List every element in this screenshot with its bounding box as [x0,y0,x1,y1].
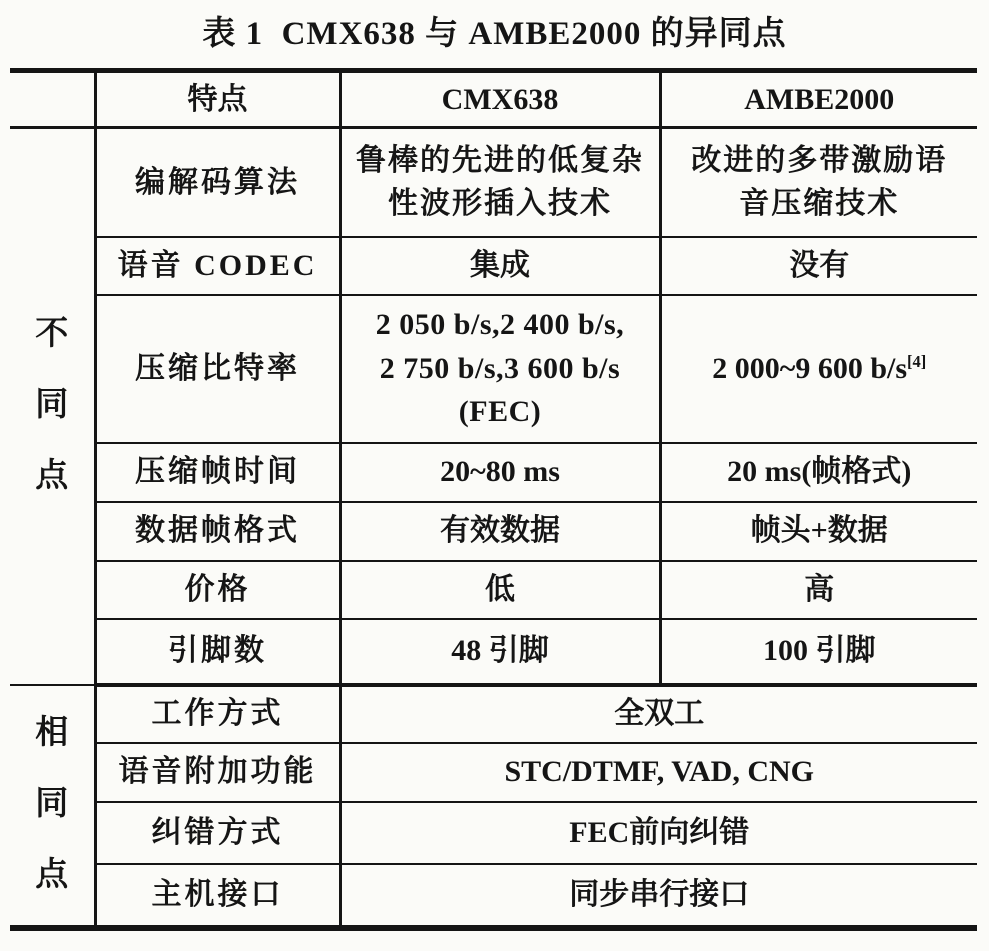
table-row [10,685,977,743]
group-char: 同 [35,786,69,823]
ambe2000-cell: 20 ms(帧格式) [660,443,977,502]
cmx638-cell: 20~80 ms [340,443,660,502]
cell-line: 音压缩技术 [739,187,900,221]
feature-cell: 数据帧格式 [95,502,340,561]
cmx638-cell: 有效数据 [340,502,660,561]
cell-line: (FEC) [458,395,542,429]
cell-line: 性波形插入技术 [388,187,612,221]
cell-text: 2 000~9 600 b/s [712,351,908,385]
table-row [10,561,977,619]
shared-value-cell: 全双工 [340,685,977,743]
feature-cell: 纠错方式 [95,802,340,864]
group-label-similarities [10,685,95,928]
table-row [10,295,977,443]
table-row [10,128,977,237]
feature-cell: 压缩比特率 [95,295,340,443]
table-row [10,864,977,928]
header-cmx638: CMX638 [340,71,660,128]
ambe2000-cell: 帧头+数据 [660,502,977,561]
feature-cell: 主机接口 [95,864,340,928]
cmx638-cell: 48 引脚 [340,619,660,685]
table-caption: 表 1 CMX638 与 AMBE2000 的异同点 [202,16,787,52]
shared-value-cell: 同步串行接口 [569,877,750,911]
cmx638-cell: 集成 [340,237,660,295]
header-feature: 特点 [95,71,340,128]
cell-line: 2 050 b/s,2 400 b/s, [375,308,625,342]
header-group-empty-cell [10,71,95,128]
shared-value-cell: FEC前向纠错 [340,802,977,864]
comparison-table [10,68,977,931]
table-row [10,802,977,864]
group-char: 不 [35,316,69,353]
header-row [10,71,977,128]
ambe2000-cell [660,128,977,237]
ambe2000-cell [660,295,977,443]
feature-cell: 语音附加功能 [95,743,340,802]
feature-cell: 价格 [95,561,340,619]
ambe2000-cell: 没有 [660,237,977,295]
cell-line: 鲁棒的先进的低复杂 [356,143,644,177]
cell-line: 改进的多带激励语 [691,143,948,177]
table-row [10,502,977,561]
table-row [10,237,977,295]
group-char: 相 [35,715,69,752]
group-char: 同 [35,387,69,424]
feature-cell: 编解码算法 [95,128,340,237]
feature-cell: 工作方式 [95,685,340,743]
cmx638-cell: 低 [340,561,660,619]
feature-cell: 语音 CODEC [95,237,340,295]
ambe2000-cell: 100 引脚 [660,619,977,685]
ambe2000-cell: 高 [660,561,977,619]
header-ambe2000: AMBE2000 [660,71,977,128]
citation-marker: [4] [907,351,927,371]
group-char: 点 [35,856,69,893]
cmx638-cell [340,128,660,237]
shared-value-cell: STC/DTMF, VAD, CNG [340,743,977,802]
table-row [10,743,977,802]
group-char: 点 [35,458,69,495]
cmx638-cell [340,295,660,443]
feature-cell: 压缩帧时间 [95,443,340,502]
cell-line: 2 750 b/s,3 600 b/s [379,351,621,385]
group-label-differences [10,128,95,685]
table-row [10,443,977,502]
feature-cell: 引脚数 [95,619,340,685]
table-row [10,619,977,685]
